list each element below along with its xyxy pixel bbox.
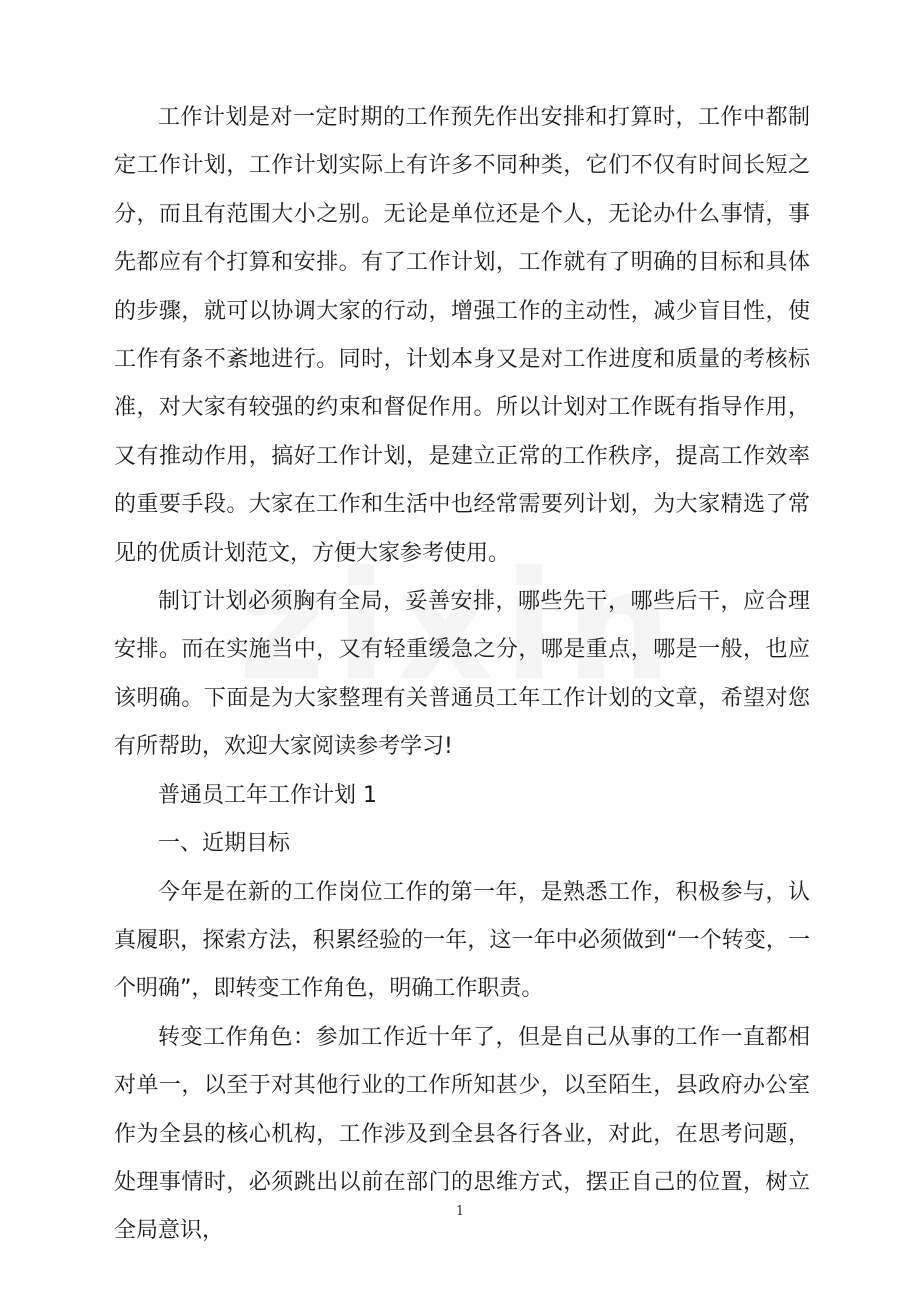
planning-paragraph: 制订计划必须胸有全局，妥善安排，哪些先干，哪些后干，应合理安排。而在实施当中，又有轻重缓急之分，哪是重点，哪是一般，也应该明确。下面是为大家整理有关普通员工年工作计划的文章，希望对您有所帮助，欢迎大家阅读参考学习!: [114, 589, 810, 760]
subsection-heading: 一、近期目标: [158, 831, 291, 857]
goal-paragraph: 今年是在新的工作岗位工作的第一年，是熟悉工作，积极参与，认真履职，探索方法，积累经验的一年，这一年中必须做到“一个转变，一个明确”，即转变工作角色，明确工作职责。: [114, 879, 810, 1002]
page-number: 1: [455, 1204, 465, 1219]
role-paragraph: 转变工作角色：参加工作近十年了，但是自己从事的工作一直都相对单一，以至于对其他行业的工作所知甚少，以至陌生，县政府办公室作为全县的核心机构，工作涉及到全县各行各业，对此，在思考问题，处理事情时，必须跳出以前在部门的思维方式，摆正自己的位置，树立全局意识，: [114, 1024, 810, 1244]
intro-paragraph: 工作计划是对一定时期的工作预先作出安排和打算时，工作中都制定工作计划，工作计划实际上有许多不同种类，它们不仅有时间长短之分，而且有范围大小之别。无论是单位还是个人，无论办什么事情，事先都应有个打算和安排。有了工作计划，工作就有了明确的目标和具体的步骤，就可以协调大家的行动，增强工作的主动性，减少盲目性，使工作有条不紊地进行。同时，计划本身又是对工作进度和质量的考核标准，对大家有较强的约束和督促作用。所以计划对工作既有指导作用，又有推动作用，搞好工作计划，是建立正常的工作秩序，提高工作效率的重要手段。大家在工作和生活中也经常需要列计划，为大家精选了常见的优质计划范文，方便大家参考使用。: [114, 105, 810, 566]
section-title: 普通员工年工作计划 1: [158, 782, 377, 808]
document-body: [114, 94, 810, 1256]
